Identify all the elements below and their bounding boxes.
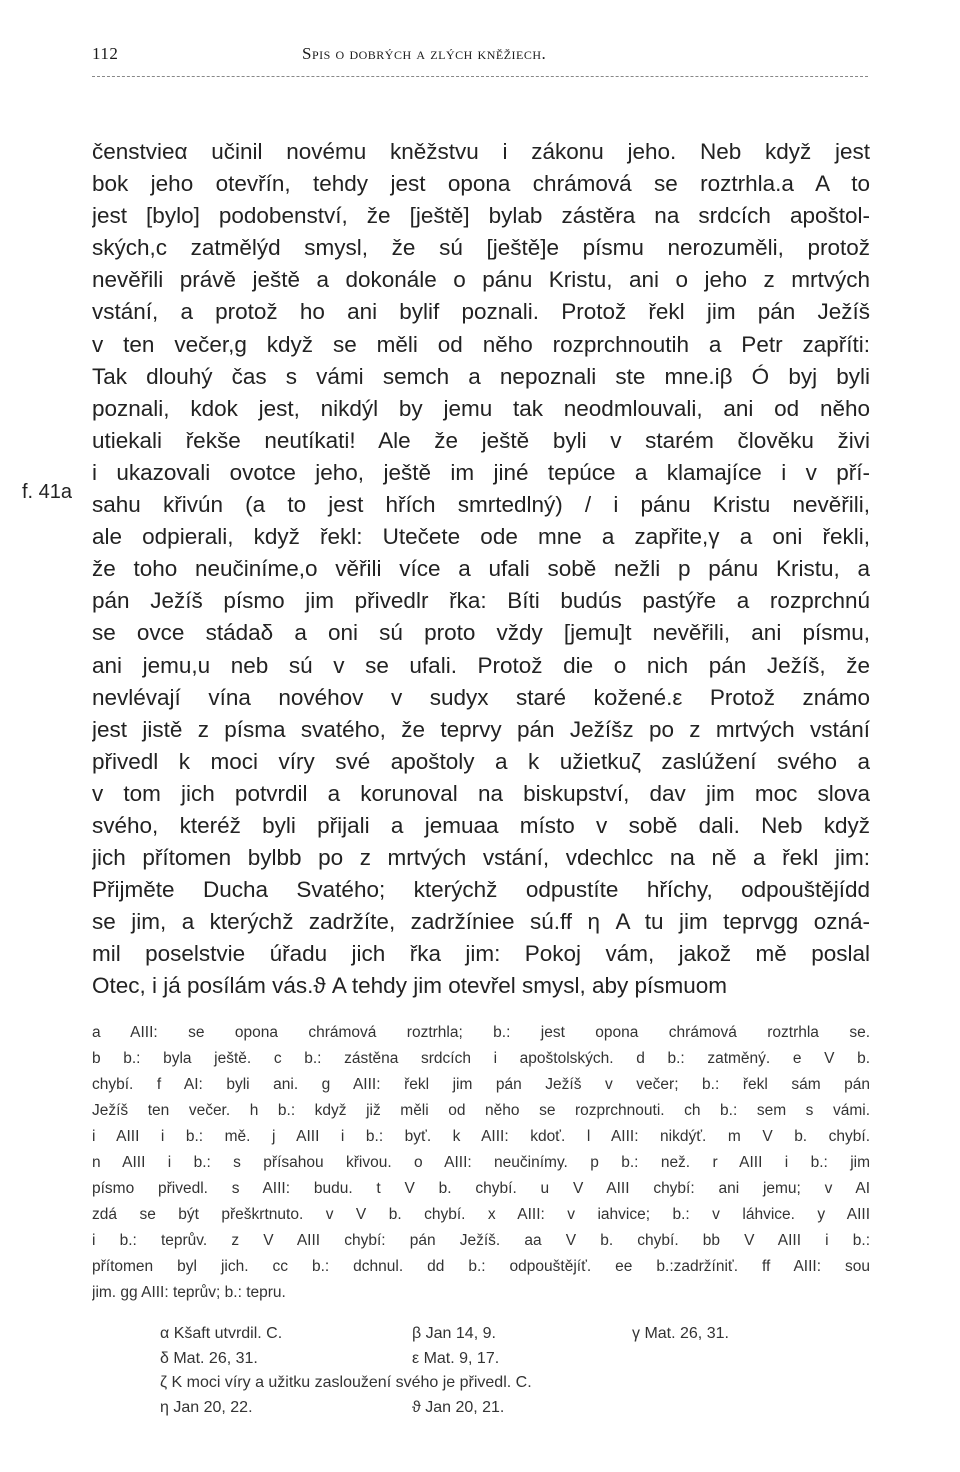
critical-apparatus: [92, 1020, 870, 1306]
reference-item: ζ K moci víry a užitku zasloužení svého je přivedl. C.: [160, 1374, 532, 1391]
footnote-line: písmo přivedl. s AIII: budu. t V b. chybí. u V AIII chybí: ani jemu; v AI: [92, 1180, 870, 1197]
text-line: přivedl k moci víry své apoštoly a k užietkuζ zaslúžení svého a: [92, 748, 870, 774]
folio-margin-note: f. 41a: [22, 481, 73, 503]
text-line: vstání, a protož ho ani bylif poznali. Protož řekl jim pán Ježíš: [92, 299, 870, 325]
text-line: v tom jich potvrdil a korunoval na biskupství, dav jim moc slova: [92, 780, 870, 806]
footnote-line: chybí. f AI: byli ani. g AIII: řekl jim pán Ježíš v večer; b.: řekl sám pán: [92, 1076, 870, 1093]
text-line: nevěřili právě ještě a dokonále o pánu Kristu, ani o jeho z mrtvých: [92, 267, 870, 293]
text-line: ale odpierali, když řekl: Utečete ode mne a zapřite,γ a oni řekli,: [92, 524, 870, 550]
reference-row: [92, 1371, 870, 1396]
reference-item: δ Mat. 26, 31.: [160, 1349, 258, 1367]
footnote-line: Ježíš ten večer. h b.: když již měli od něho se rozprchnouti. ch b.: sem s vámi.: [92, 1102, 870, 1119]
text-line: že toho neučiníme,o věřili více a ufali sobě nežli p pánu Kristu, a: [92, 556, 870, 582]
text-line: jest jistě z písma svatého, že teprvy pán Ježíšz po z mrtvých vstání: [92, 716, 870, 742]
footnote-line: zdá se být přeškrtnuto. v V b. chybí. x AIII: v iahvice; b.: v láhvice. y AIII: [92, 1206, 870, 1223]
page-number: 112: [92, 44, 119, 63]
text-line: mil poselstvie úřadu jich řka jim: Pokoj vám, jakož mě poslal: [92, 941, 870, 967]
text-line: ských,c zatmělýd smysl, že sú [ještě]e písmu nerozuměli, protož: [92, 235, 870, 261]
text-line: se ovce stádaδ a oni sú proto vždy [jemu]t nevěřili, ani písmu,: [92, 620, 870, 646]
reference-item: η Jan 20, 22.: [160, 1398, 253, 1416]
text-line: pán Ježíš písmo jim přivedlr řka: Bíti budús pastýře a rozprchnú: [92, 588, 870, 614]
reference-item: ε Mat. 9, 17.: [412, 1349, 500, 1367]
reference-item: β Jan 14, 9.: [412, 1325, 496, 1342]
main-text: [92, 136, 870, 1003]
footnote-line: i b.: teprův. z V AIII chybí: pán Ježíš. aa V b. chybí. bb V AIII i b.:: [92, 1232, 870, 1249]
text-line: jich přítomen bylbb po z mrtvých vstání, vdechlcc na ně a řekl jim:: [92, 845, 870, 871]
text-line: sahu křivún (a to jest hřích smrtedlný) / i pánu Kristu nevěřili,: [92, 492, 870, 518]
reference-row: [92, 1322, 870, 1347]
footnote-line: přítomen byl jich. cc b.: dchnul. dd b.: odpouštějíť. ee b.:zadržíniť. ff AIII: sou: [92, 1258, 870, 1275]
footnote-line: jim. gg AIII: teprův; b.: tepru.: [92, 1284, 286, 1301]
text-line: v ten večer,g když se měli od něho rozprchnoutih a Petr zapříti:: [92, 331, 870, 357]
text-line: utiekali řekše neutíkati! Ale že ještě byli v starém člověku živi: [92, 427, 870, 453]
footnote-line: i AIII i b.: mě. j AIII i b.: byť. k AIII: kdoť. l AIII: nikdýť. m V b. chybí.: [92, 1128, 870, 1145]
text-line: svého, kteréž byli přijali a jemuaa místo v sobě dali. Neb když: [92, 812, 870, 838]
footnote-line: a AIII: se opona chrámová roztrhla; b.: jest opona chrámová roztrhla se.: [92, 1024, 870, 1041]
text-line: se jim, a kterýchž zadržíte, zadržíniee sú.ff η A tu jim teprvgg ozná-: [92, 909, 870, 935]
reference-item: γ Mat. 26, 31.: [632, 1325, 729, 1342]
text-line: bok jeho otevřín, tehdy jest opona chrámová se roztrhla.a A to: [92, 171, 870, 197]
text-line: Tak dlouhý čas s vámi semch a nepoznali ste mne.iβ Ó byj byli: [92, 363, 870, 389]
text-line: čenstvieα učinil novému kněžstvu i zákonu jeho. Neb když jest: [92, 139, 870, 164]
footnote-line: b b.: byla ještě. c b.: zástěna srdcích i apoštolských. d b.: zatměný. e V b.: [92, 1050, 870, 1067]
footnote-line: n AIII i b.: s přísahou křivou. o AIII: neučinímy. p b.: než. r AIII i b.: jim: [92, 1154, 870, 1171]
text-line: Přijměte Ducha Svatého; kterýchž odpustíte hříchy, odpouštějídd: [92, 877, 870, 903]
text-line: poznali, kdok jest, nikdýl by jemu tak neodmlouvali, ani od něho: [92, 395, 870, 421]
text-line: jest [bylo] podobenství, že [ještě] bylab zástěra na srdcích apoštol-: [92, 203, 870, 229]
reference-row: [92, 1396, 870, 1421]
reference-item: α Kšaft utvrdil. C.: [160, 1325, 283, 1342]
text-line: nevlévají vína novéhov v sudyx staré kožené.ε Protož známo: [92, 684, 870, 710]
text-line: Otec, i já posílám vás.ϑ A tehdy jim otevřel smysl, aby písmuom: [92, 973, 728, 999]
reference-item: ϑ Jan 20, 21.: [412, 1398, 505, 1416]
header-divider: [92, 76, 868, 77]
reference-row: [92, 1347, 870, 1372]
text-line: i ukazovali ovotce jeho, ještě im jiné tepúce a klamajíce i v pří-: [92, 459, 870, 485]
text-line: ani jemu,u neb sú v se ufali. Protož die o nich pán Ježíš, že: [92, 652, 870, 678]
running-title: Spis o dobrých a zlých kněžiech.: [302, 44, 547, 63]
biblical-references: [92, 1322, 870, 1420]
